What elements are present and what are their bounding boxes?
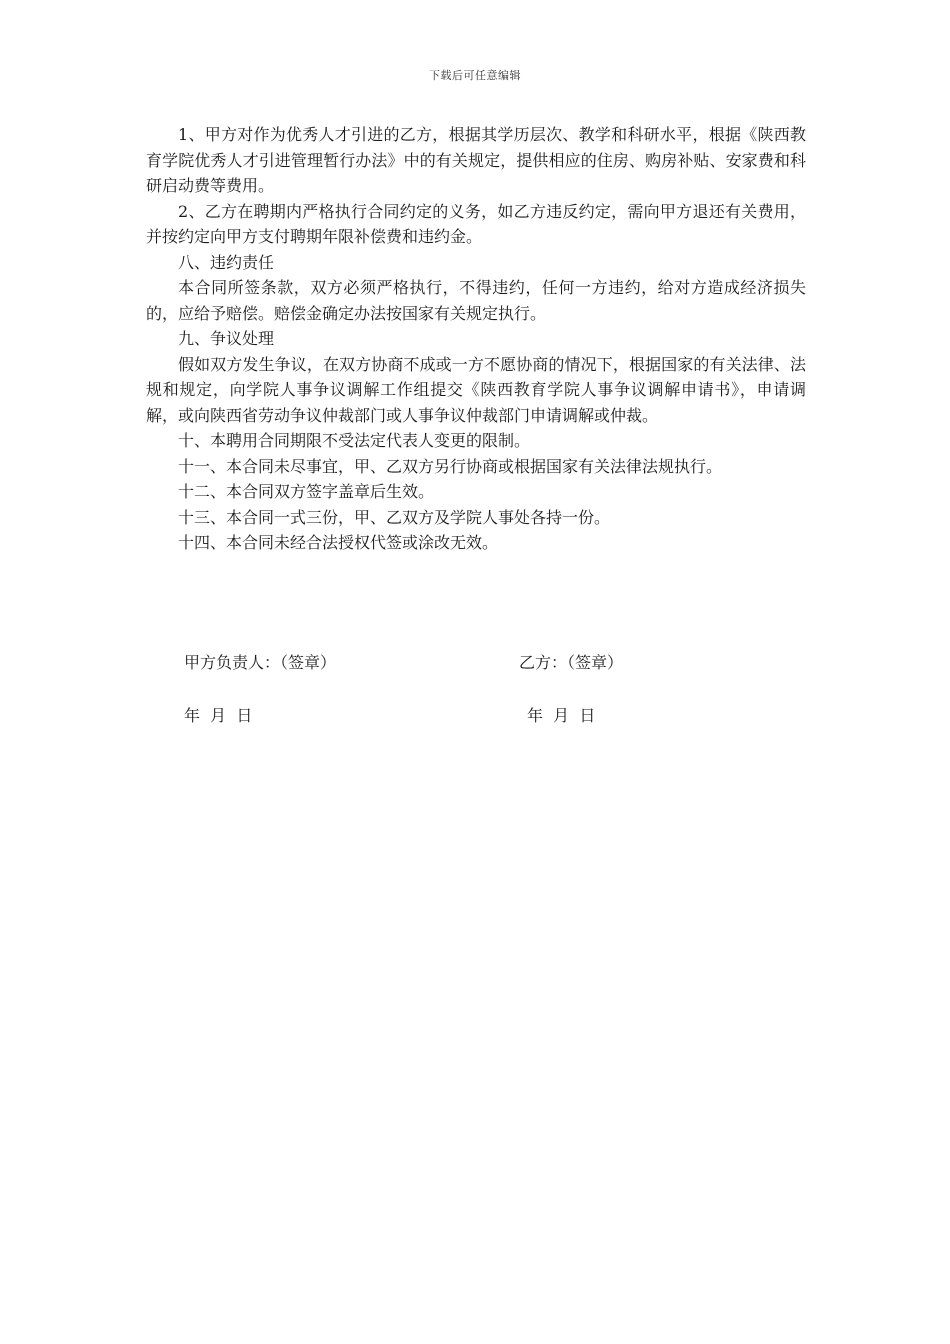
- section-heading: 八、违约责任: [178, 252, 275, 272]
- clause-paragraph: 本合同所签条款，双方必须严格执行，不得违约，任何一方违约，给对方造成经济损失的，应给予赔偿。赔偿金确定办法按国家有关规定执行。: [146, 278, 806, 323]
- clause-paragraph: 十二、本合同双方签字盖章后生效。: [178, 482, 435, 501]
- clause-paragraph: 假如双方发生争议，在双方协商不成或一方不愿协商的情况下，根据国家的有关法律、法规和规定，向学院人事争议调解工作组提交《陕西教育学院人事争议调解申请书》，申请调解，或向陕西省劳动争议仲裁部门或人事争议仲裁部门申请调解或仲裁。: [146, 354, 806, 425]
- party-b-date: 年 月 日: [527, 706, 596, 725]
- section-heading: 九、争议处理: [178, 329, 275, 348]
- clause-paragraph: 2、乙方在聘期内严格执行合同约定的义务，如乙方违反约定，需向甲方退还有关费用，并按约定向甲方支付聘期年限补偿费和违约金。: [146, 201, 806, 246]
- contract-body: [146, 122, 806, 556]
- party-a-date: 年 月 日: [184, 706, 253, 725]
- party-a-signature-label: 甲方负责人：（签章）: [184, 653, 337, 672]
- clause-paragraph: 十三、本合同一式三份，甲、乙双方及学院人事处各持一份。: [178, 507, 611, 527]
- party-b-signature-label: 乙方：（签章）: [519, 653, 624, 672]
- clause-paragraph: 十一、本合同未尽事宜，甲、乙双方另行协商或根据国家有关法律法规执行。: [178, 456, 723, 476]
- clause-paragraph: 十、本聘用合同期限不受法定代表人变更的限制。: [178, 431, 531, 450]
- header-note: 下载后可任意编辑: [429, 69, 521, 82]
- clause-paragraph: 十四、本合同未经合法授权代签或涂改无效。: [178, 533, 499, 552]
- clause-paragraph: 1、甲方对作为优秀人才引进的乙方，根据其学历层次、教学和科研水平，根据《陕西教育学院优秀人才引进管理暂行办法》中的有关规定，提供相应的住房、购房补贴、安家费和科研启动费等费用。: [146, 125, 806, 195]
